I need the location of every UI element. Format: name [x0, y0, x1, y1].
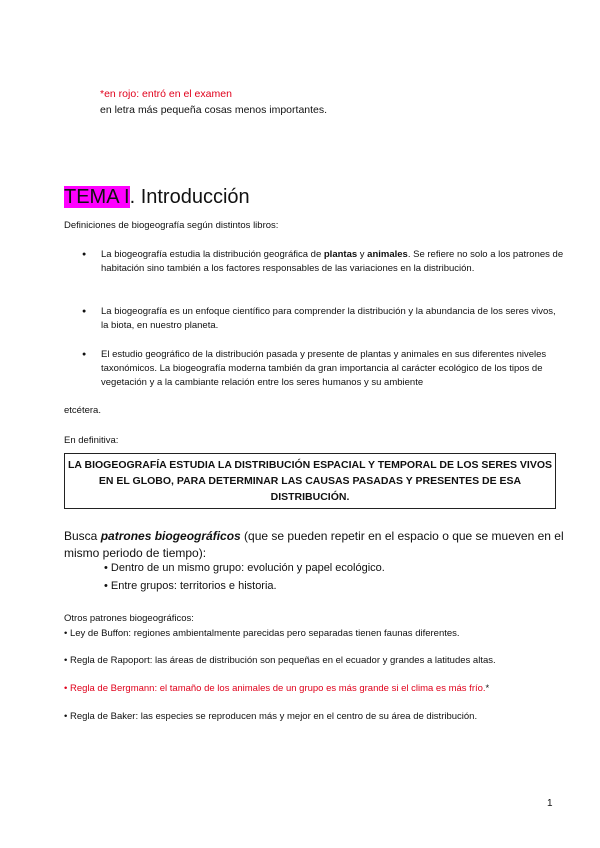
list-item: ● La biogeografía es un enfoque científico para comprender la distribución y la abundancia de los seres vivos, la biota, en nuestro planeta. [64, 305, 564, 333]
page-title [64, 185, 250, 209]
definitions-intro: Definiciones de biogeografía según distintos libros: [64, 220, 279, 231]
definitions-list-2 [64, 305, 564, 333]
busca-paragraph: Busca patrones biogeográficos (que se pueden repetir en el espacio o que se mueven en el mismo periodo de tiempo): [64, 529, 564, 560]
en-definitiva-label: En definitiva: [64, 435, 119, 446]
pattern-buffon: • Ley de Buffon: regiones ambientalmente parecidas pero separadas tienen faunas diferentes. [64, 628, 460, 639]
subpoint-between-groups: • Entre grupos: territorios e historia. [104, 580, 277, 592]
small-note: en letra más pequeña cosas menos importantes. [100, 104, 328, 116]
definitions-list [64, 248, 564, 276]
subpoint-within-group: • Dentro de un mismo grupo: evolución y papel ecológico. [104, 562, 385, 574]
etc-text: etcétera. [64, 405, 101, 416]
title-highlight: TEMA I [64, 186, 130, 208]
list-item: ● La biogeografía estudia la distribución geográfica de plantas y animales. Se refiere no solo a los patrones de habitación sino también a los factores responsables de las variaciones en la distribución. [64, 248, 564, 276]
otros-title: Otros patrones biogeográficos: [64, 613, 194, 624]
pattern-bergmann: • Regla de Bergmann: el tamaño de los animales de un grupo es más grande si el clima es más frío.* [64, 683, 490, 694]
title-rest: . Introducción [129, 186, 250, 208]
pattern-baker: • Regla de Baker: las especies se reproducen más y mejor en el centro de su área de distribución. [64, 711, 478, 722]
definitions-list-3 [64, 348, 564, 390]
pattern-rapoport: • Regla de Rapoport: las áreas de distribución son pequeñas en el ecuador y grandes a latitudes altas. [64, 655, 496, 666]
page-number: 1 [547, 798, 553, 809]
definition-box: LA BIOGEOGRAFÍA ESTUDIA LA DISTRIBUCIÓN ESPACIAL Y TEMPORAL DE LOS SERES VIVOS EN EL GLOBO, PARA DETERMINAR LAS CAUSAS PASADAS Y PRESENTES DE ESA DISTRIBUCIÓN. [64, 453, 556, 509]
list-item: ● El estudio geográfico de la distribución pasada y presente de plantas y animales en sus diferentes niveles taxonómicos. La biogeografía moderna también da gran importancia al carácter ecológico de los tipos de vegetación y a la cambiante relación entre los seres humanos y su ambiente [64, 348, 564, 390]
red-note: *en rojo: entró en el examen [100, 88, 232, 100]
